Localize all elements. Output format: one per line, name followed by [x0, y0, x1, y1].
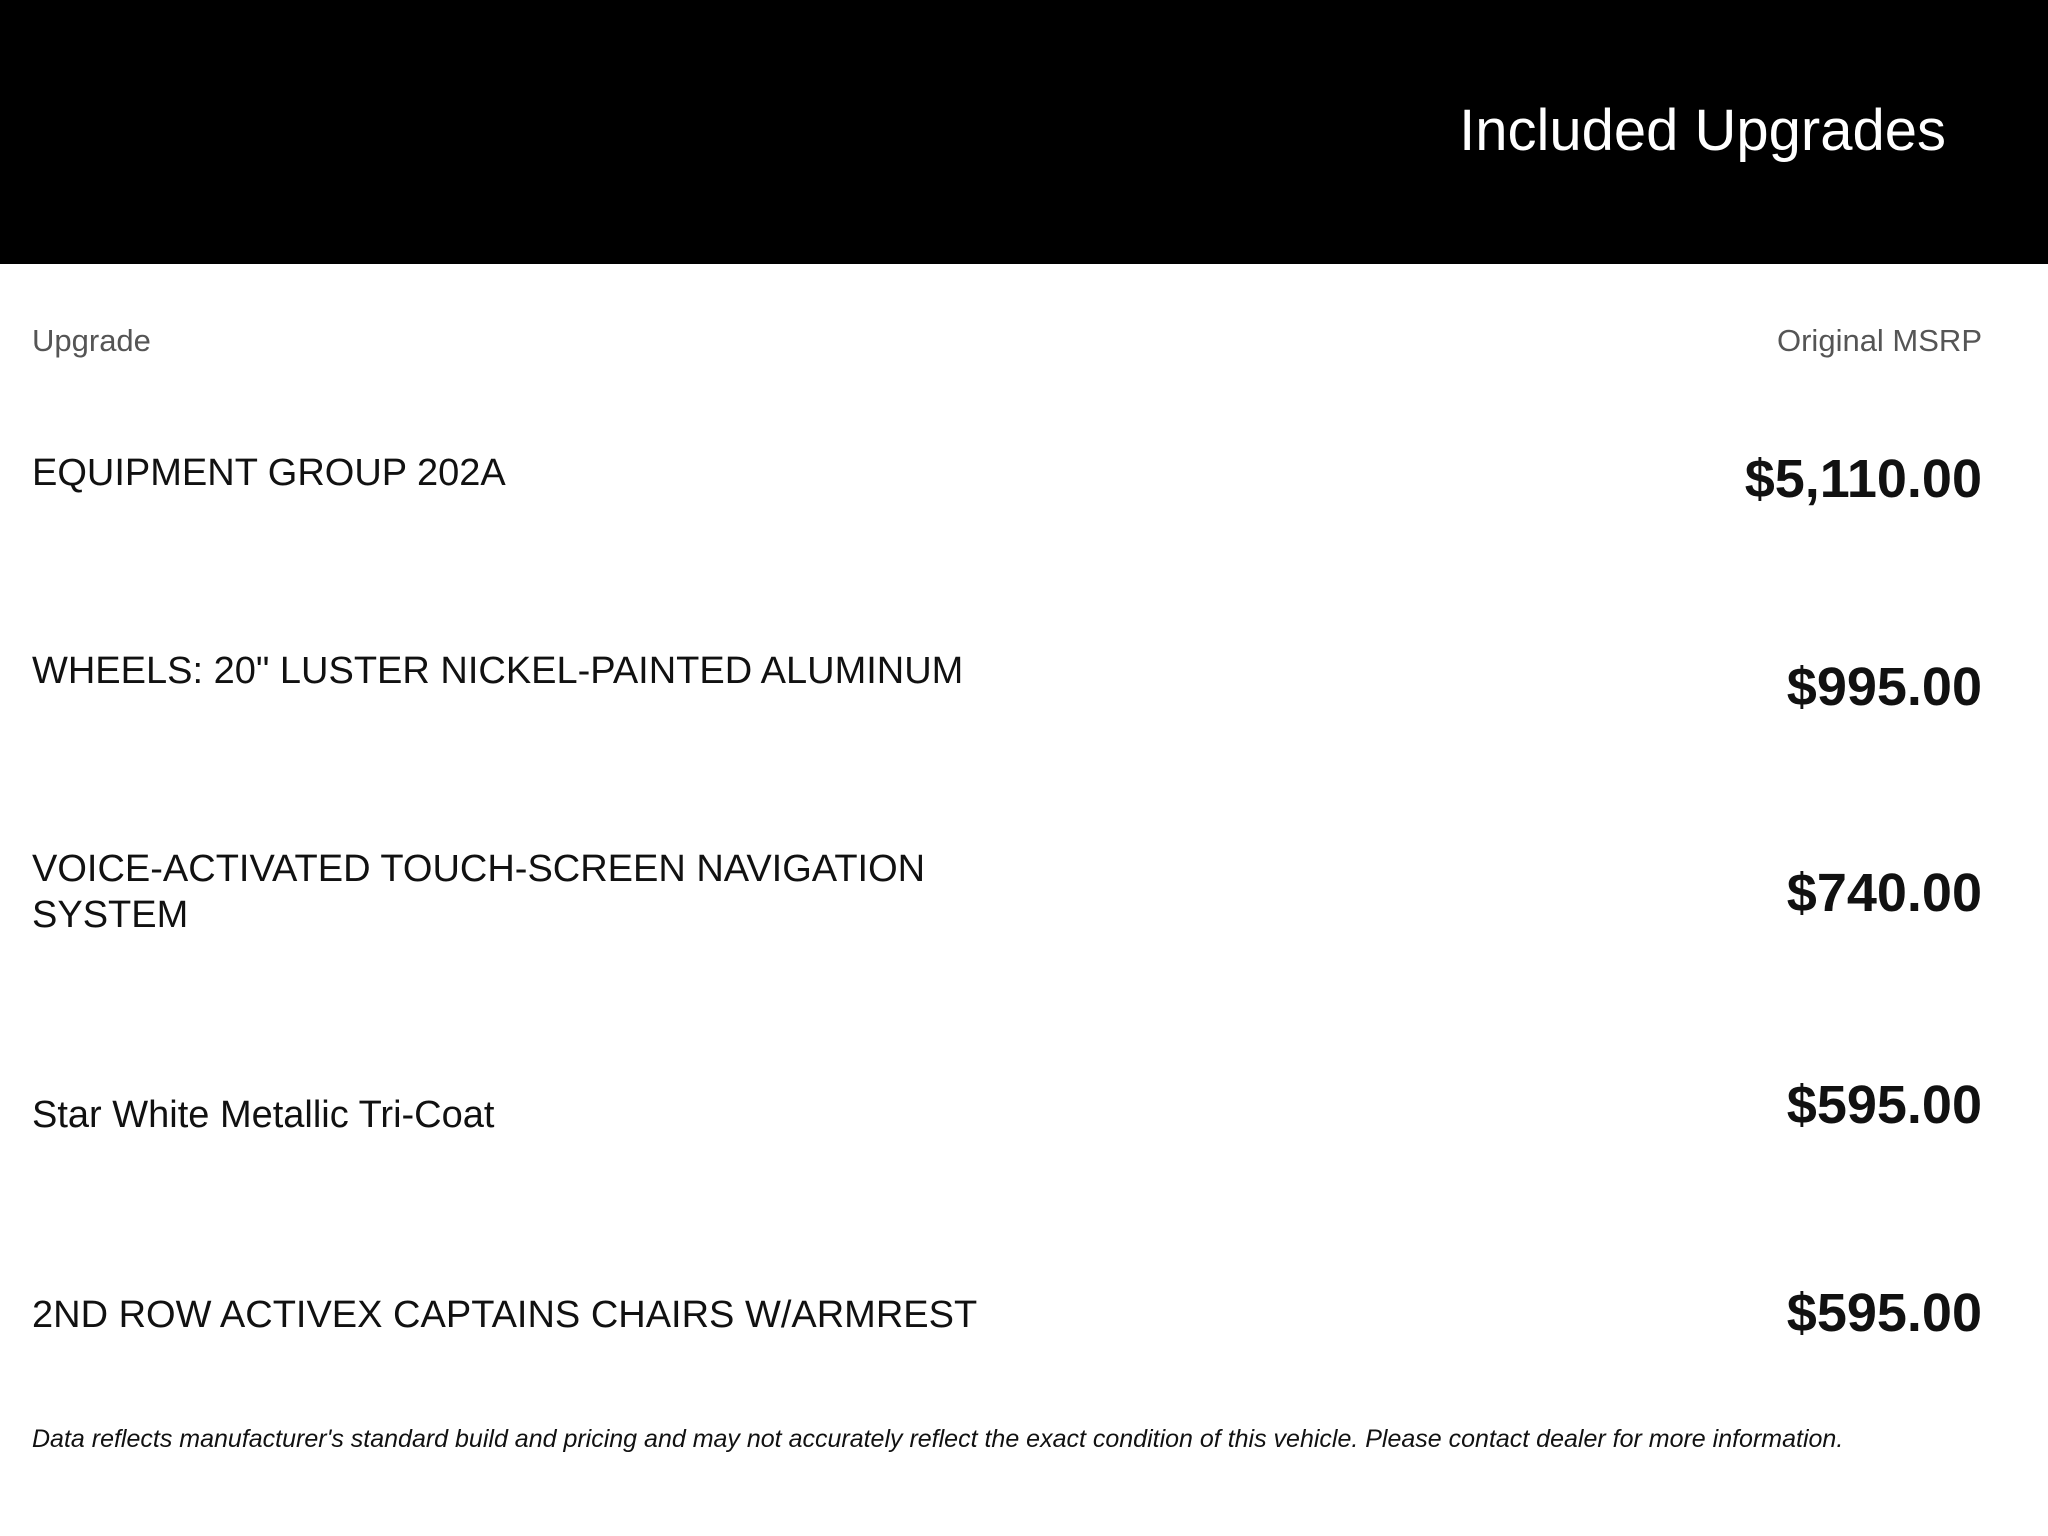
- upgrade-price: $740.00: [1786, 863, 1982, 923]
- upgrade-price: $5,110.00: [1744, 449, 1982, 509]
- upgrade-column-header: Upgrade: [32, 323, 151, 358]
- upgrade-row: [32, 632, 1982, 792]
- disclaimer-text: Data reflects manufacturer's standard build and pricing and may not accurately reflect the exact condition of this vehicle. Please contact dealer for more information.: [32, 1425, 1844, 1453]
- upgrade-row: [32, 1256, 1982, 1416]
- upgrade-name: 2ND ROW ACTIVEX CAPTAINS CHAIRS W/ARMREST: [32, 1294, 978, 1336]
- msrp-column-header: Original MSRP: [1777, 323, 1982, 358]
- upgrade-row: [32, 432, 1982, 592]
- upgrade-price: $595.00: [1786, 1283, 1982, 1343]
- upgrade-row: [32, 840, 1982, 1000]
- page-title: Included Upgrades: [1459, 98, 1946, 163]
- upgrade-price: $595.00: [1786, 1075, 1982, 1135]
- upgrade-name: Star White Metallic Tri-Coat: [32, 1094, 495, 1136]
- upgrade-name: WHEELS: 20" LUSTER NICKEL-PAINTED ALUMINUM: [32, 650, 964, 692]
- upgrade-price: $995.00: [1786, 657, 1982, 717]
- upgrade-row: [32, 1056, 1982, 1216]
- upgrade-name: VOICE-ACTIVATED TOUCH-SCREEN NAVIGATION SYSTEM: [32, 848, 926, 936]
- upgrade-name: EQUIPMENT GROUP 202A: [32, 452, 506, 494]
- header-bar: [0, 0, 2048, 264]
